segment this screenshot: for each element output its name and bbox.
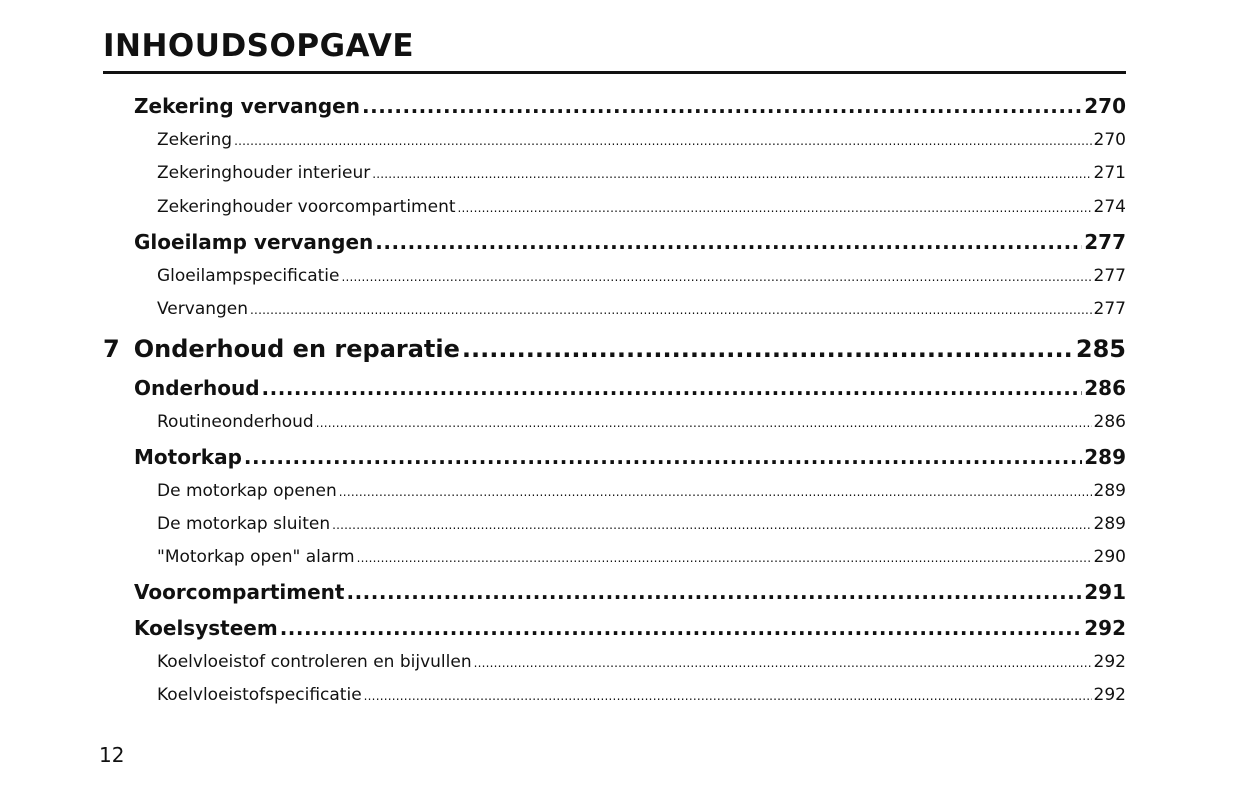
- toc-entry[interactable]: [157, 192, 1126, 223]
- toc-entry-label: Zekering: [157, 130, 233, 150]
- toc-entry[interactable]: [157, 125, 1126, 156]
- toc-chapter-title: [103, 334, 460, 364]
- dot-leader: [341, 262, 1091, 292]
- toc-entry[interactable]: [157, 542, 1126, 573]
- toc-entry-label: Zekeringhouder interieur: [157, 163, 371, 183]
- toc-entry-label: Zekeringhouder voorcompartiment: [157, 197, 456, 217]
- toc-entry[interactable]: [134, 373, 1126, 403]
- dot-leader: [262, 373, 1083, 403]
- toc-entry-label: Gloeilamp vervangen: [134, 230, 374, 254]
- page-number: 12: [99, 743, 125, 767]
- toc-entry[interactable]: [157, 261, 1126, 292]
- toc-entry-page: 289: [1093, 481, 1126, 501]
- toc-entry-page: 277: [1093, 299, 1126, 319]
- toc-entry-page: 292: [1093, 652, 1126, 672]
- dot-leader: [339, 477, 1092, 507]
- dot-leader: [362, 91, 1082, 121]
- toc-entry-page: 289: [1093, 514, 1126, 534]
- toc-entry[interactable]: [134, 577, 1126, 607]
- toc-entry-page: 277: [1084, 230, 1126, 254]
- toc-entry-label: Motorkap: [134, 445, 242, 469]
- toc-entry-label: Gloeilampspecificatie: [157, 266, 340, 286]
- dot-leader: [332, 510, 1091, 540]
- chapter-number: 7: [103, 335, 120, 363]
- toc-entry[interactable]: [157, 476, 1126, 507]
- page-title: INHOUDSOPGAVE: [103, 28, 415, 64]
- toc-entry-label: Onderhoud: [134, 376, 260, 400]
- toc-entry[interactable]: [157, 680, 1126, 711]
- toc-entry-page: 274: [1093, 197, 1126, 217]
- toc-entry[interactable]: [134, 613, 1126, 643]
- toc-entry-page: 271: [1093, 163, 1126, 183]
- toc-entry[interactable]: [157, 407, 1126, 438]
- dot-leader: [316, 408, 1092, 438]
- toc-entry-page: 270: [1093, 130, 1126, 150]
- toc-entry[interactable]: [157, 158, 1126, 189]
- toc-entry-page: 290: [1093, 547, 1126, 567]
- toc-entry-page: 270: [1084, 94, 1126, 118]
- toc-chapter[interactable]: [103, 334, 1126, 364]
- toc-entry-label: Routineonderhoud: [157, 412, 314, 432]
- dot-leader: [357, 543, 1092, 573]
- dot-leader: [234, 126, 1091, 156]
- dot-leader: [474, 648, 1092, 678]
- toc-entry-page: 285: [1075, 335, 1126, 363]
- toc-entry-label: "Motorkap open" alarm: [157, 547, 355, 567]
- dot-leader: [458, 193, 1092, 223]
- toc-entry[interactable]: [157, 294, 1126, 325]
- toc-entry[interactable]: [157, 647, 1126, 678]
- toc-entry[interactable]: [157, 509, 1126, 540]
- toc-entry-label: De motorkap openen: [157, 481, 337, 501]
- toc-entry-page: 289: [1084, 445, 1126, 469]
- toc-entry-label: Koelvloeistof controleren en bijvullen: [157, 652, 472, 672]
- dot-leader: [462, 334, 1074, 364]
- toc-entry-page: 286: [1084, 376, 1126, 400]
- dot-leader: [375, 227, 1082, 257]
- dot-leader: [250, 295, 1092, 325]
- dot-leader: [346, 577, 1082, 607]
- dot-leader: [372, 159, 1091, 189]
- toc-entry[interactable]: [134, 227, 1126, 257]
- toc-entry[interactable]: [134, 442, 1126, 472]
- toc-entry-label: Onderhoud en reparatie: [133, 335, 460, 363]
- dot-leader: [280, 613, 1083, 643]
- toc-entry-page: 286: [1093, 412, 1126, 432]
- toc-entry-page: 291: [1084, 580, 1126, 604]
- toc-entry-label: Koelvloeistofspecificatie: [157, 685, 362, 705]
- dot-leader: [244, 442, 1082, 472]
- toc-entry-page: 277: [1093, 266, 1126, 286]
- toc-entry-page: 292: [1093, 685, 1126, 705]
- dot-leader: [364, 681, 1092, 711]
- toc-entry-label: Koelsysteem: [134, 616, 278, 640]
- toc-entry[interactable]: [134, 91, 1126, 121]
- toc-entry-label: De motorkap sluiten: [157, 514, 331, 534]
- toc-entry-label: Voorcompartiment: [134, 580, 345, 604]
- toc-entry-page: 292: [1084, 616, 1126, 640]
- toc-entry-label: Vervangen: [157, 299, 249, 319]
- toc-entry-label: Zekering vervangen: [134, 94, 360, 118]
